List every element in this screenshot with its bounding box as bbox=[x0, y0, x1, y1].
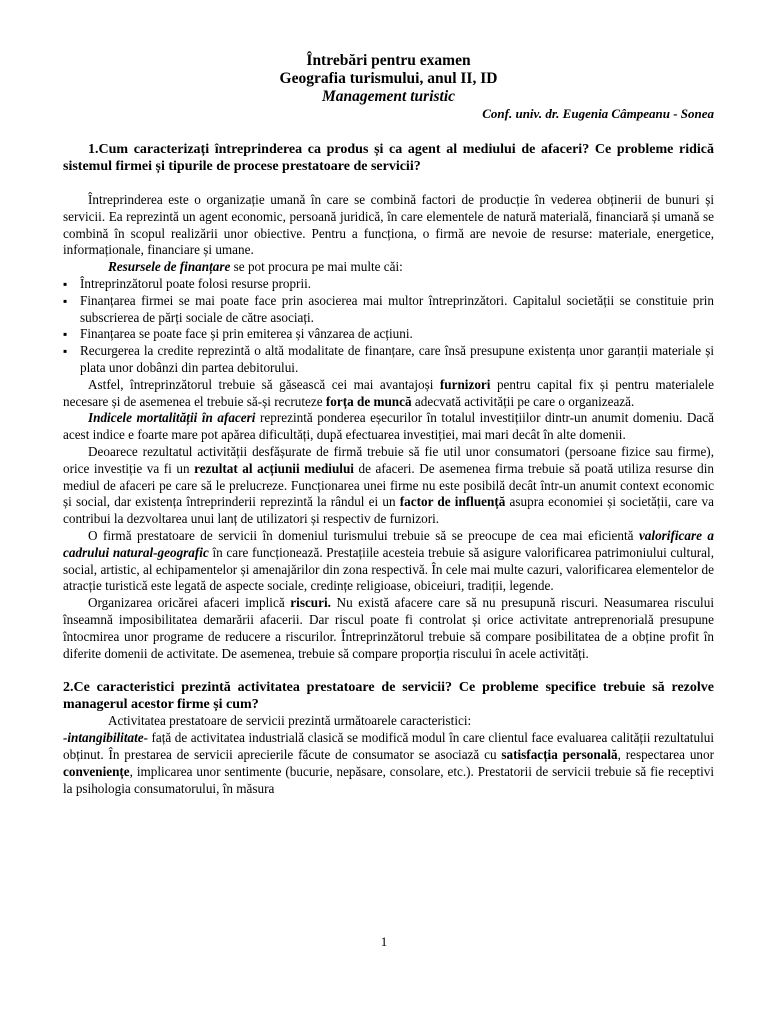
list-item: ▪ Întreprinzătorul poate folosi resurse proprii. bbox=[63, 276, 714, 293]
q1-paragraph-7: Organizarea oricărei afaceri implică riscuri. Nu există afacere care să nu presupună riscuri. Neasumarea riscului înseamnă imposibilitatea demarării afacerii. Dar riscul poate fi controlat și orice activitate antreprenorială presupune întocmirea unor programe de reducere a riscurilor. Întreprinzătorul trebuie să compare posibilitatea de a obține profit în diferite domenii de activitate. De asemenea, trebuie să compare proporția riscului în acele activități. bbox=[63, 595, 714, 661]
q1-paragraph-5: Deoarece rezultatul activității desfășurate de firmă trebuie să fie util unor consumatori (persoane fizice sau firme), orice investiție va fi un rezultat al acțiunii mediului de afaceri. De asemenea firma trebuie să poată utiliza resurse din mediul de afaceri pe care să le prelucreze. Funcționarea unei firme nu este posibilă decât într-un anumit context economic și social, dar existența întreprinderii reprezintă la rândul ei un factor de influență asupra economiei și societății, care va contribui la dezvoltarea unui lanț de utilizatori și respectiv de furnizori. bbox=[63, 443, 714, 527]
list-item: ▪ Recurgerea la credite reprezintă o altă modalitate de finanțare, care însă presupune existența unor garanții materiale și plata unor dobânzi din partea debitorului. bbox=[63, 343, 714, 377]
financing-list bbox=[63, 276, 714, 377]
q2-paragraph-2: -intangibilitate- față de activitatea industrială clasică se modifică modul în care clientul face evaluarea calității rezultatului obținut. În prestarea de servicii aprecierile făcute de consumator se asociază cu satisfacția personală, respectarea unor conveniențe, implicarea unor sentimente (bucurie, nepăsare, consolare, etc.). Prestatorii de servicii trebuie să fie receptivi la psihologia consumatorului, în măsura bbox=[63, 730, 715, 796]
author: Conf. univ. dr. Eugenia Câmpeanu - Sonea bbox=[482, 106, 714, 121]
q1-paragraph-2: Resursele de finanțare se pot procura pe mai multe căi: bbox=[108, 259, 403, 275]
mortality-index-term: Indicele mortalității în afaceri bbox=[88, 410, 256, 426]
list-item: ▪ Finanțarea firmei se mai poate face prin asocierea mai multor întreprinzători. Capitalul societății se constituie prin subscrierea de părți sociale de către asociați. bbox=[63, 293, 714, 327]
page-number: 1 bbox=[380, 934, 388, 949]
q1-paragraph-3: Astfel, întreprinzătorul trebuie să găsească cei mai avantajoși furnizori pentru capital fix și pentru materialele necesare și de asemenea el trebuie să-și recruteze forța de muncă adecvată activității pe care o organizează. bbox=[63, 376, 714, 409]
question-2-title: 2.Ce caracteristici prezintă activitatea prestatoare de servicii? Ce probleme specifice trebuie să rezolve managerul acestor firme și cum? bbox=[63, 680, 714, 713]
intangibility-term: -intangibilitate- bbox=[63, 730, 148, 746]
q1-paragraph-1: Întreprinderea este o organizație umană în care se combină factori de producție în vederea obținerii de bunuri și servicii. Ea reprezintă un agent economic, persoană juridică, în care elementele de natură materială, financiară și umană se combină în scopul realizării unor obiective. Pentru a funcționa, o firmă are nevoie de resurse: materiale, energetice, informaționale, financiare și umane. bbox=[63, 192, 714, 258]
course-title: Geografia turismului, anul II, ID bbox=[279, 70, 498, 87]
q1-paragraph-4: Indicele mortalității în afaceri reprezintă ponderea eșecurilor în totalul investițiilor dintr-un anumit domeniu. Dacă acest indice e foarte mare pot apărea dificultăți, după efectuarea investiției, mai mari decât în alte domenii. bbox=[63, 410, 714, 443]
q1-paragraph-6: O firmă prestatoare de servicii în domeniul turismului trebuie să se preocupe de cea mai eficientă valorificare a cadrului natural-geografic în care funcționează. Prestațiile acesteia trebuie să asigure valorificarea patrimoniului cultural, social, artistic, al echipamentelor și amenajărilor din zona respectivă. În cele mai multe cazuri, valorificarea elementelor de atracție turistică este legată de aspecte sociale, credințe religioase, obiceiuri, tradiții, legende. bbox=[63, 527, 714, 594]
exam-title: Întrebări pentru examen bbox=[306, 52, 471, 69]
q2-paragraph-1: Activitatea prestatoare de servicii prezintă următoarele caracteristici: bbox=[108, 713, 472, 729]
program-title: Management turistic bbox=[321, 88, 456, 105]
financing-resources-term: Resursele de finanțare bbox=[108, 259, 231, 275]
list-item: ▪ Finanțarea se poate face și prin emiterea și vânzarea de acțiuni. bbox=[63, 326, 714, 343]
question-1-title: 1.Cum caracterizați întreprinderea ca produs și ca agent al mediului de afaceri? Ce probleme ridică sistemul firmei și tipurile de procese prestatoare de servicii? bbox=[63, 142, 714, 174]
